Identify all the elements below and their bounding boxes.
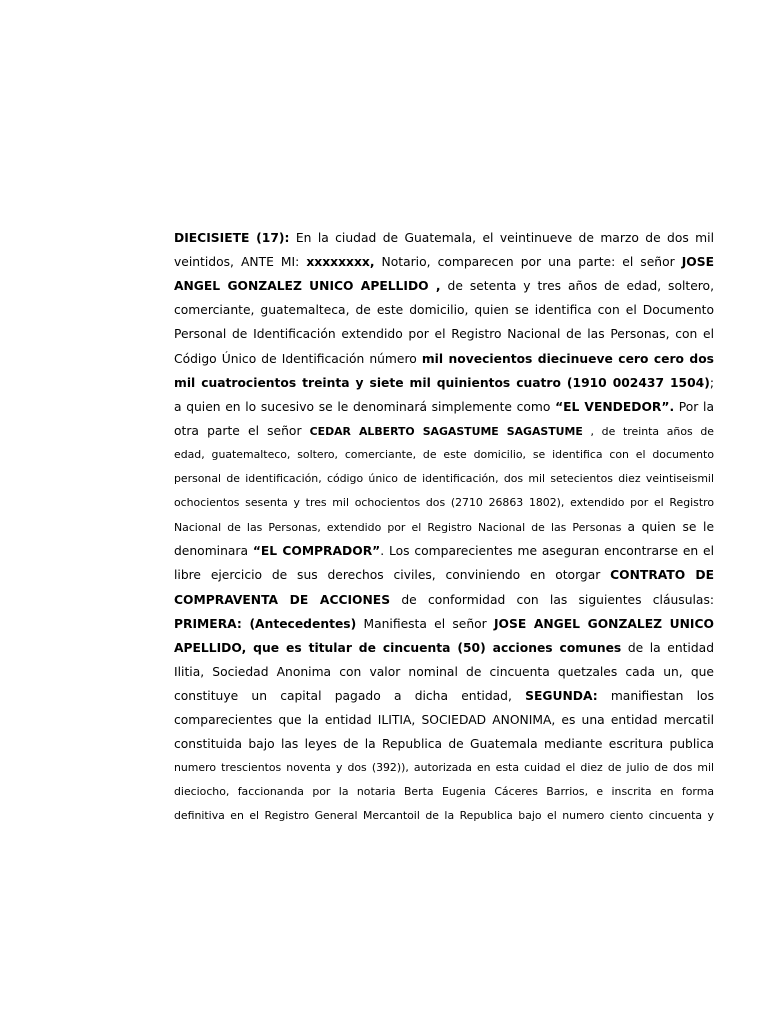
text-segment: numero trescientos noventa y dos (392)), autorizada en esta cuidad el diez de julio de dos mil (174, 761, 714, 775)
text-line (174, 422, 714, 441)
text-segment: dieciocho, faccionanda por la notaria Berta Eugenia Cáceres Barrios, e inscrita en forma (174, 785, 714, 799)
bold-text: xxxxxxxx, (306, 255, 375, 270)
text-segment: edad, guatemalteco, soltero, comerciante, de este domicilio, se identifica con el documento (174, 447, 714, 461)
text-line (174, 759, 714, 777)
bold-text: JOSE ANGEL GONZALEZ UNICO (493, 616, 714, 631)
text-line (174, 542, 714, 560)
text-line (174, 350, 714, 368)
text-line (174, 807, 714, 825)
text-segment: de la entidad (621, 640, 714, 655)
text-segment: manifiestan los (597, 688, 714, 703)
text-line (174, 591, 714, 609)
text-segment: ; (709, 375, 714, 390)
bold-text: JOSE (681, 255, 714, 270)
text-line (174, 735, 714, 753)
text-segment: a quien en lo sucesivo se le denominará simplemente como (174, 399, 556, 414)
text-segment: Notario, comparecen por una parte: el señor (374, 255, 682, 270)
bold-text: CONTRATO DE (610, 568, 714, 583)
text-line (174, 687, 714, 705)
text-segment: En la ciudad de Guatemala, el veintinueve de marzo de dos mil (289, 231, 714, 245)
text-segment: de setenta y tres años de edad, soltero, (440, 279, 714, 294)
text-line (174, 301, 714, 319)
text-segment: libre ejercicio de sus derechos civiles, conviniendo en otorgar (174, 568, 611, 583)
text-line (174, 518, 714, 537)
text-segment: , de treinta años de (582, 424, 714, 438)
bold-text: APELLIDO, que es titular de cincuenta (50) acciones comunes (174, 640, 622, 655)
bold-text: mil novecientos diecinueve cero cero dos (421, 351, 714, 366)
text-segment: a quien se le (627, 520, 714, 535)
text-segment: de conformidad con las siguientes cláusulas: (390, 592, 714, 607)
text-line (174, 253, 714, 271)
text-line (174, 470, 714, 488)
bold-text: ANGEL GONZALEZ UNICO APELLIDO , (174, 279, 441, 294)
text-segment: Nacional de las Personas, extendido por el Registro Nacional de las Personas (174, 521, 628, 535)
bold-text: “EL VENDEDOR”. (555, 399, 675, 414)
text-segment: Manifiesta el señor (356, 616, 494, 631)
text-segment: ochocientos sesenta y tres mil ochocientos dos (2710 26863 1802), extendido por el Registro (174, 496, 714, 510)
text-line (174, 277, 714, 295)
text-line (174, 615, 714, 633)
text-segment: Por la (674, 399, 714, 414)
bold-text: SEGUNDA: (525, 688, 598, 703)
text-segment: . Los comparecientes me aseguran encontrarse en el (380, 544, 714, 559)
bold-text: mil cuatrocientos treinta y siete mil quinientos cuatro (1910 002437 1504) (174, 375, 710, 390)
bold-text: DIECISIETE (17): (174, 231, 290, 245)
text-line (174, 494, 714, 512)
text-segment: otra parte el señor (174, 423, 310, 438)
text-line (174, 711, 714, 729)
text-line (174, 325, 714, 343)
text-line (174, 566, 714, 584)
text-segment: constituida bajo las leyes de la Republica de Guatemala mediante escritura publica (174, 737, 714, 752)
text-line (174, 663, 714, 681)
text-segment: Personal de Identificación extendido por el Registro Nacional de las Personas, con el (174, 327, 714, 342)
text-segment: comparecientes que la entidad ILITIA, SOCIEDAD ANONIMA, es una entidad mercatil (174, 713, 714, 727)
text-line (174, 374, 714, 392)
bold-text: “EL COMPRADOR” (252, 544, 381, 559)
text-segment: constituye un capital pagado a dicha entidad, (174, 688, 526, 703)
bold-text: COMPRAVENTA DE ACCIONES (174, 592, 391, 607)
text-segment: denominara (174, 544, 253, 559)
text-line (174, 639, 714, 657)
text-line (174, 398, 714, 416)
text-segment: definitiva en el Registro General Mercantoil de la Republica bajo el numero ciento cincuenta y (174, 809, 714, 823)
text-line (174, 446, 714, 464)
text-segment: veintidos, ANTE MI: (174, 255, 307, 270)
text-line (174, 229, 714, 247)
text-segment: personal de identificación, código único de identificación, dos mil setecientos diez veintiseismil (174, 472, 714, 485)
text-segment: Código Único de Identificación número (174, 351, 422, 366)
bold-text: PRIMERA: (Antecedentes) (174, 616, 357, 631)
bold-text: CEDAR ALBERTO SAGASTUME SAGASTUME (309, 424, 583, 438)
text-segment: Ilitia, Sociedad Anonima con valor nominal de cincuenta quetzales cada un, que (174, 664, 714, 679)
text-line (174, 783, 714, 801)
text-segment: comerciante, guatemalteca, de este domicilio, quien se identifica con el Documento (174, 303, 714, 318)
